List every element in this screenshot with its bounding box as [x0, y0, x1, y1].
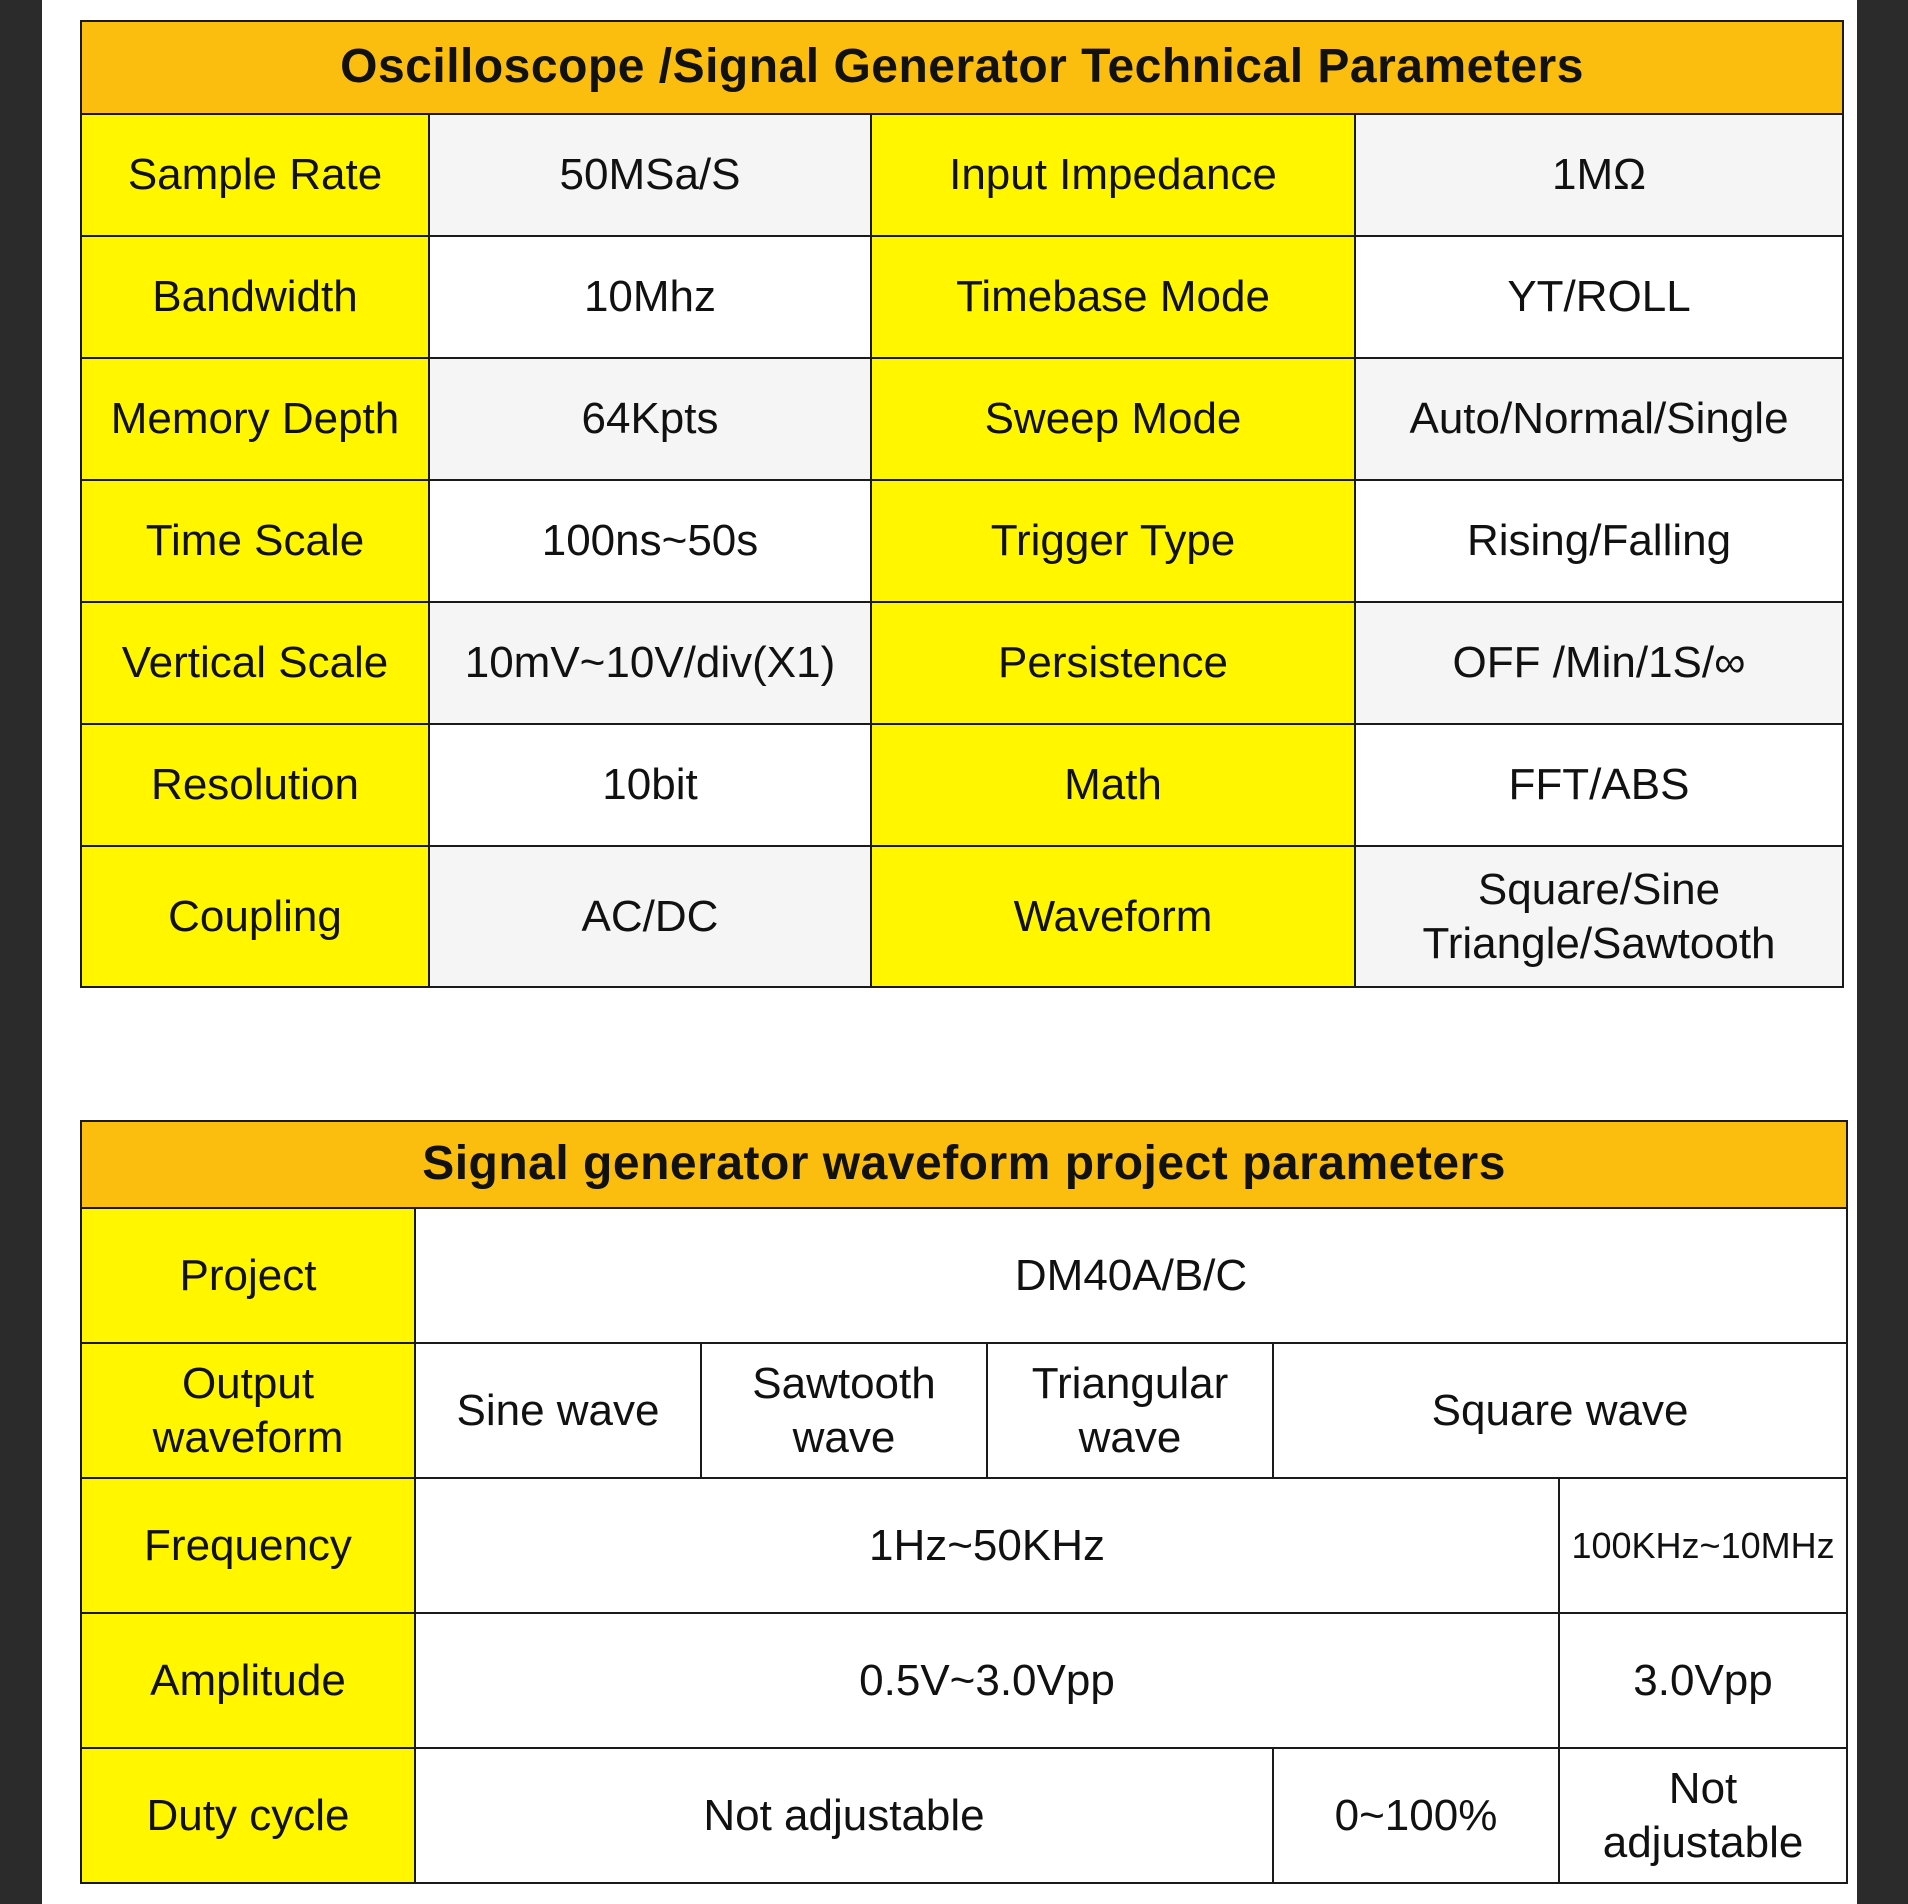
param-value	[1355, 846, 1843, 987]
value-line: wave	[792, 1412, 896, 1462]
param-label: Time Scale	[81, 480, 429, 602]
param-value: 50MSa/S	[429, 114, 871, 236]
param-label: Memory Depth	[81, 358, 429, 480]
technical-parameters-table	[80, 20, 1844, 988]
label-line: Output	[181, 1358, 315, 1408]
param-value: OFF /Min/1S/∞	[1355, 602, 1843, 724]
param-label: Coupling	[81, 846, 429, 987]
table-row	[81, 1613, 1847, 1748]
value-line: Triangular	[1031, 1358, 1229, 1408]
table-row	[81, 1343, 1847, 1478]
table-row	[81, 846, 1843, 987]
param-value: 10mV~10V/div(X1)	[429, 602, 871, 724]
label-line: waveform	[152, 1412, 344, 1462]
param-value: FFT/ABS	[1355, 724, 1843, 846]
param-value: YT/ROLL	[1355, 236, 1843, 358]
table-row	[81, 480, 1843, 602]
value-line: Not	[1668, 1763, 1738, 1813]
table-row	[81, 236, 1843, 358]
duty-square-value	[1559, 1748, 1847, 1883]
param-value: Rising/Falling	[1355, 480, 1843, 602]
waveform-sine: Sine wave	[415, 1343, 701, 1478]
table-title: Signal generator waveform project parameters	[81, 1121, 1847, 1208]
duty-value: Not adjustable	[415, 1748, 1273, 1883]
param-label: Persistence	[871, 602, 1355, 724]
param-label: Sweep Mode	[871, 358, 1355, 480]
waveform-square: Square wave	[1273, 1343, 1847, 1478]
value-line: adjustable	[1602, 1817, 1804, 1867]
param-value: 10bit	[429, 724, 871, 846]
table-row	[81, 602, 1843, 724]
table-title: Oscilloscope /Signal Generator Technical Parameters	[81, 21, 1843, 114]
table-row	[81, 114, 1843, 236]
param-value: 64Kpts	[429, 358, 871, 480]
param-label: Waveform	[871, 846, 1355, 987]
param-label: Vertical Scale	[81, 602, 429, 724]
param-value: AC/DC	[429, 846, 871, 987]
param-label: Trigger Type	[871, 480, 1355, 602]
param-label: Frequency	[81, 1478, 415, 1613]
amplitude-value: 0.5V~3.0Vpp	[415, 1613, 1559, 1748]
param-label: Resolution	[81, 724, 429, 846]
param-value: 100ns~50s	[429, 480, 871, 602]
value-line: wave	[1078, 1412, 1182, 1462]
table-row	[81, 1208, 1847, 1343]
frequency-square-value: 100KHz~10MHz	[1559, 1478, 1847, 1613]
table-row	[81, 358, 1843, 480]
param-value: Auto/Normal/Single	[1355, 358, 1843, 480]
param-label: Math	[871, 724, 1355, 846]
table-row	[81, 1748, 1847, 1883]
param-label: Amplitude	[81, 1613, 415, 1748]
project-value: DM40A/B/C	[415, 1208, 1847, 1343]
param-label: Input Impedance	[871, 114, 1355, 236]
waveform-triangular	[987, 1343, 1273, 1478]
value-line: Sawtooth	[752, 1358, 936, 1408]
waveform-parameters-table	[80, 1120, 1848, 1884]
param-label: Timebase Mode	[871, 236, 1355, 358]
param-label: Duty cycle	[81, 1748, 415, 1883]
param-label: Sample Rate	[81, 114, 429, 236]
param-label: Project	[81, 1208, 415, 1343]
param-value: 1MΩ	[1355, 114, 1843, 236]
param-value: 10Mhz	[429, 236, 871, 358]
value-line: Triangle/Sawtooth	[1422, 918, 1776, 968]
amplitude-square-value: 3.0Vpp	[1559, 1613, 1847, 1748]
waveform-sawtooth	[701, 1343, 987, 1478]
table-row	[81, 724, 1843, 846]
param-label	[81, 1343, 415, 1478]
duty-triangular-value: 0~100%	[1273, 1748, 1559, 1883]
param-label: Bandwidth	[81, 236, 429, 358]
frequency-value: 1Hz~50KHz	[415, 1478, 1559, 1613]
table-row	[81, 1478, 1847, 1613]
value-line: Square/Sine	[1477, 864, 1721, 914]
